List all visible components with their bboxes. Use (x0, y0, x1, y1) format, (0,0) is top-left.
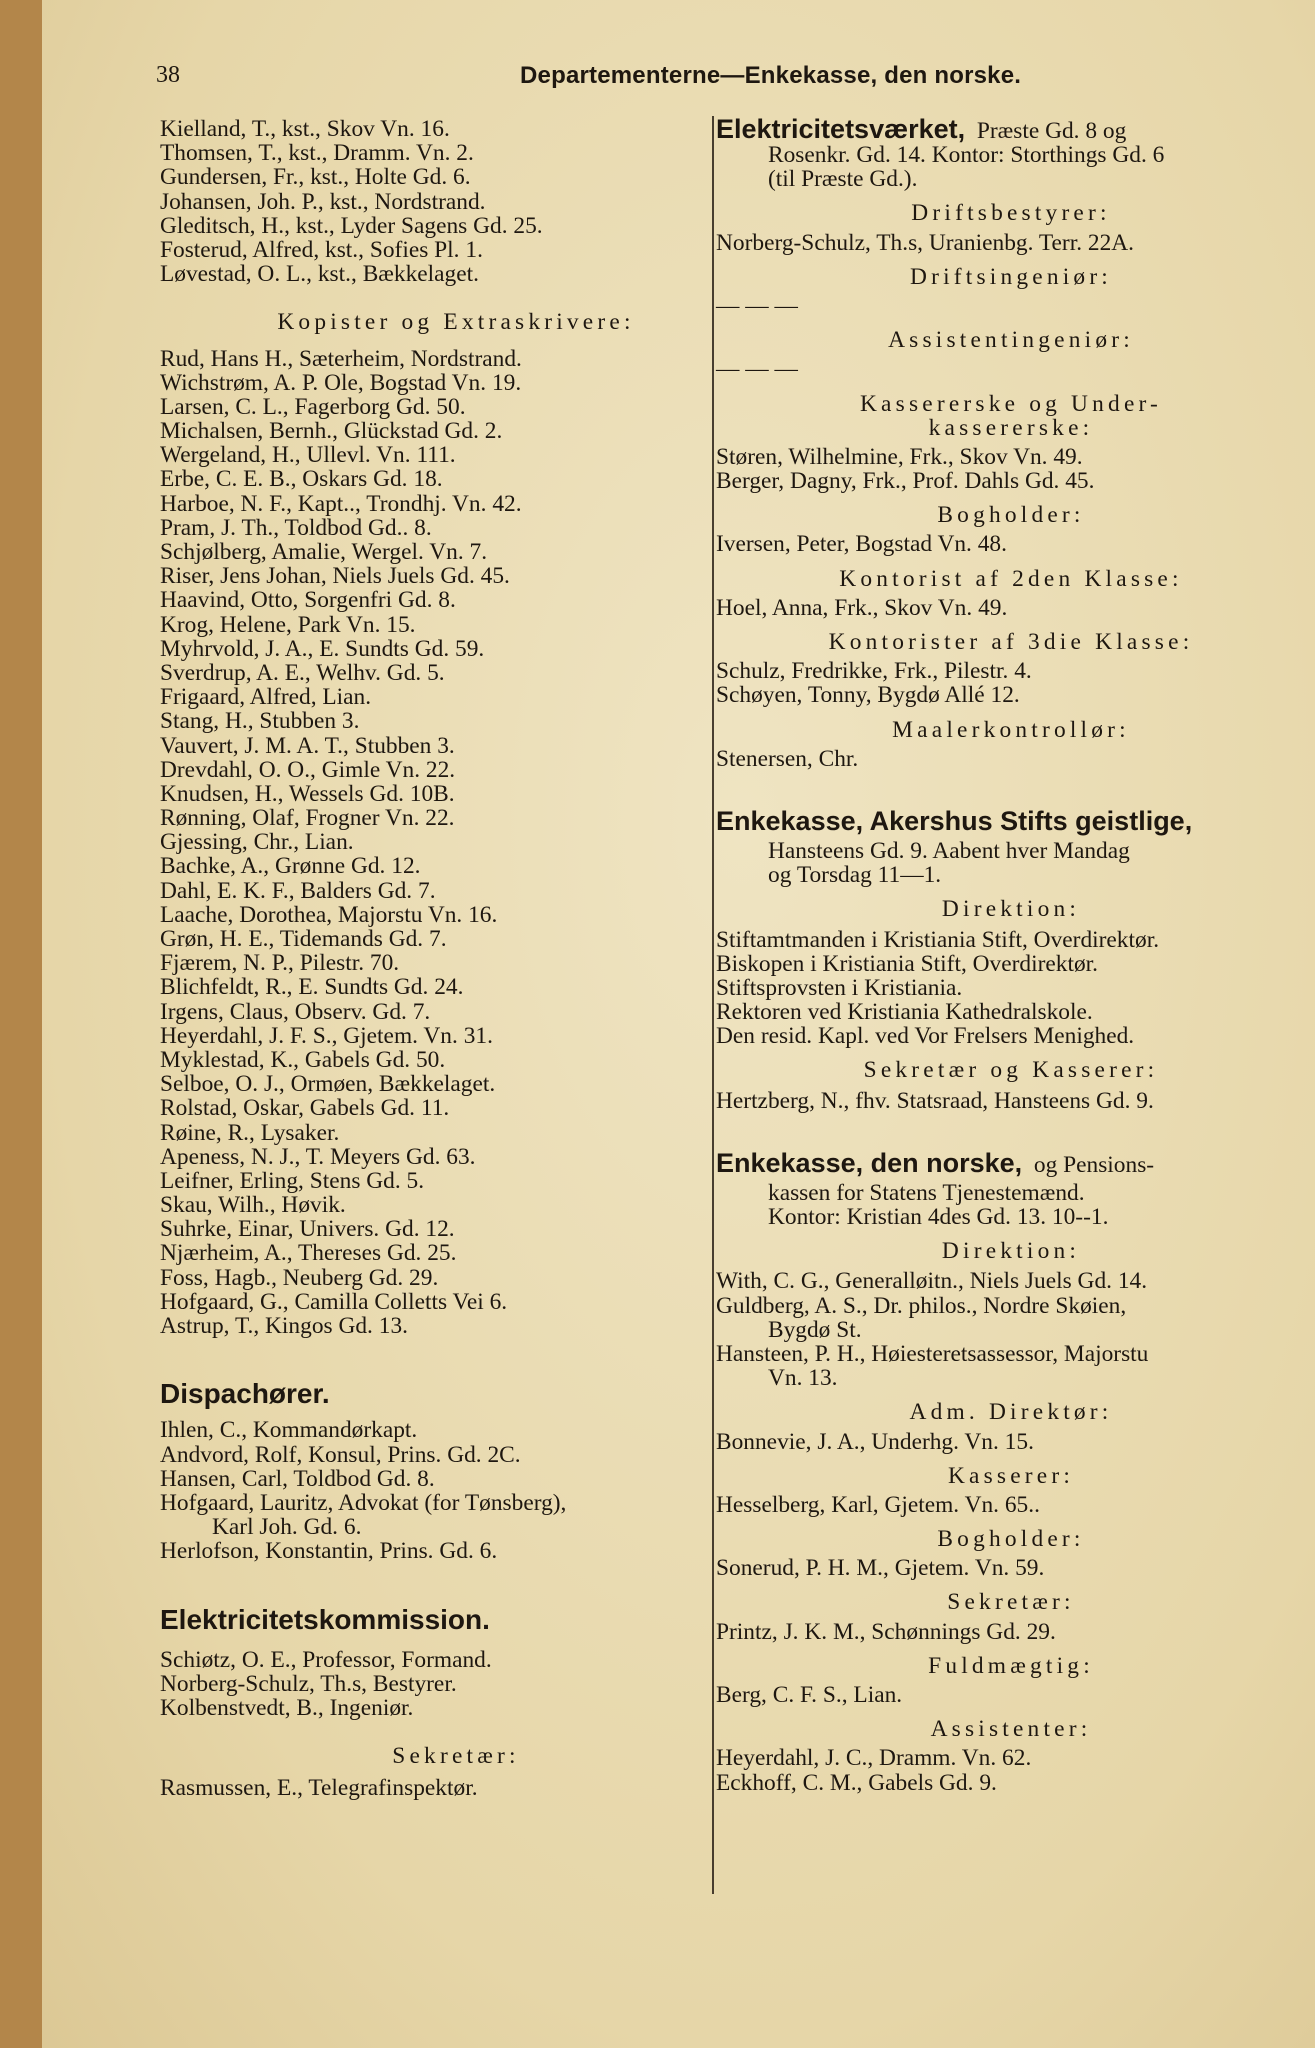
list-item: Harboe, N. F., Kapt.., Trondhj. Vn. 42. (160, 490, 522, 517)
list-item: Rasmussen, E., Telegrafinspektør. (160, 1775, 478, 1802)
list-item: Gjessing, Chr., Lian. (160, 829, 354, 856)
elektricitetsvaerket-groups (716, 191, 1306, 771)
list-item: Hansteen, P. H., Høiesteretsassessor, Majorstu (716, 1340, 1149, 1367)
list-item: Ihlen, C., Kommandørkapt. (160, 1417, 418, 1444)
list-item: Støren, Wilhelmine, Frk., Skov Vn. 49. (716, 443, 1083, 470)
address-line: (til Præste Gd.). (768, 166, 918, 193)
left-column (160, 117, 752, 1801)
list-item: Karl Joh. Gd. 6. (212, 1514, 362, 1541)
direktion-heading: Direktion: (941, 896, 1081, 923)
list-item: Kielland, T., kst., Skov Vn. 16. (160, 116, 450, 142)
list-item: Suhrke, Einar, Univers. Gd. 12. (160, 1216, 455, 1243)
list-item: Vn. 13. (768, 1365, 838, 1392)
group-heading: Bogholder: (937, 502, 1085, 529)
list-item: Larsen, C. L., Fagerborg Gd. 50. (160, 393, 466, 420)
list-item: Hofgaard, G., Camilla Colletts Vei 6. (160, 1288, 508, 1315)
list-item: Norberg-Schulz, Th.s, Bestyrer. (160, 1670, 457, 1697)
address-line: Kontor: Kristian 4des Gd. 13. 10--1. (768, 1204, 1109, 1230)
list-item: Johansen, Joh. P., kst., Nordstrand. (160, 188, 486, 215)
group-heading: Sekretær: (947, 1589, 1075, 1616)
address-line: Præste Gd. 8 og (976, 118, 1127, 144)
list-item: Schøyen, Tonny, Bygdø Allé 12. (716, 682, 1020, 709)
address-line: Hansteens Gd. 9. Aabent hver Mandag (768, 837, 1130, 864)
list-item: Knudsen, H., Wessels Gd. 10B. (160, 780, 455, 807)
list-item: Printz, J. K. M., Schønnings Gd. 29. (716, 1618, 1056, 1645)
list-item: Foss, Hagb., Neuberg Gd. 29. (160, 1264, 439, 1291)
list-item: Rud, Hans H., Sæterheim, Nordstrand. (160, 345, 522, 372)
list-item: Bonnevie, J. A., Underhg. Vn. 15. (716, 1428, 1034, 1455)
list-item: Eckhoff, C. M., Gabels Gd. 9. (716, 1769, 997, 1796)
sekretaer-heading: Sekretær og Kasserer: (863, 1057, 1159, 1084)
list-item: Norberg-Schulz, Th.s, Uranienbg. Terr. 22A. (716, 229, 1135, 256)
list-item: Sverdrup, A. E., Welhv. Gd. 5. (160, 659, 445, 686)
section-title: Elektricitetsværket, (716, 114, 966, 144)
list-item: Bygdø St. (768, 1316, 862, 1343)
list-item: Stiftamtmanden i Kristiania Stift, Overdirektør. (716, 926, 1160, 953)
list-item: Røine, R., Lysaker. (160, 1119, 340, 1146)
list-item: Rektoren ved Kristiania Kathedralskole. (716, 999, 1093, 1026)
group-heading: kassererske: (928, 414, 1094, 441)
list-item: Stiftsprovsten i Kristiania. (716, 974, 963, 1001)
right-column (716, 114, 1306, 1796)
list-item: Hoel, Anna, Frk., Skov Vn. 49. (716, 594, 1008, 621)
list-item: Selboe, O. J., Ormøen, Bækkelaget. (160, 1071, 496, 1098)
list-item: Kolbenstvedt, B., Ingeniør. (160, 1695, 414, 1722)
list-item: Erbe, C. E. B., Oskars Gd. 18. (160, 466, 443, 493)
page-header (42, 62, 1315, 102)
list-item: Bachke, A., Grønne Gd. 12. (160, 853, 421, 880)
list-item: Hertzberg, N., fhv. Statsraad, Hansteens Gd. 9. (716, 1087, 1154, 1114)
list-item: Stenersen, Chr. (716, 745, 859, 772)
directory-page (42, 0, 1315, 2048)
group-heading: Driftsbestyrer: (911, 200, 1111, 227)
list-item: Heyerdahl, J. C., Dramm. Vn. 62. (716, 1745, 1032, 1772)
list-item: Fosterud, Alfred, kst., Sofies Pl. 1. (160, 236, 483, 263)
group-heading: Assistenter: (930, 1716, 1092, 1743)
list-item: Michalsen, Bernh., Glückstad Gd. 2. (160, 418, 503, 445)
list-item: Haavind, Otto, Sorgenfri Gd. 8. (160, 587, 456, 614)
address-line: kassen for Statens Tjenestemænd. (768, 1179, 1085, 1206)
list-item: Hofgaard, Lauritz, Advokat (for Tønsberg), (160, 1489, 567, 1516)
list-item: Berg, C. F. S., Lian. (716, 1682, 903, 1708)
list-item: Andvord, Rolf, Konsul, Prins. Gd. 2C. (160, 1441, 521, 1468)
address-line: Rosenkr. Gd. 14. Kontor: Storthings Gd. 6 (768, 142, 1165, 168)
list-item: Herlofson, Konstantin, Prins. Gd. 6. (160, 1538, 498, 1565)
section-title: Enkekasse, Akershus Stifts geistlige, (716, 805, 1193, 836)
dispachorer-heading: Dispachører. (160, 1378, 330, 1410)
list-item: Krog, Helene, Park Vn. 15. (160, 611, 416, 638)
address-line: og Torsdag 11—1. (768, 862, 942, 889)
list-item: Myklestad, K., Gabels Gd. 50. (160, 1046, 446, 1073)
list-item: — — — (716, 356, 798, 383)
list-item: Njærheim, A., Thereses Gd. 25. (160, 1240, 457, 1267)
group-heading: Kontorister af 3die Klasse: (828, 629, 1194, 655)
kopister-list (160, 347, 752, 1339)
list-item: Riser, Jens Johan, Niels Juels Gd. 45. (160, 563, 510, 590)
list-item: Schiøtz, O. E., Professor, Formand. (160, 1646, 492, 1673)
list-item: Fjærem, N. P., Pilestr. 70. (160, 950, 400, 977)
kst-list (160, 117, 752, 286)
elektricitetskommission-heading: Elektricitetskommission. (160, 1603, 490, 1635)
list-item: Vauvert, J. M. A. T., Stubben 3. (160, 732, 455, 759)
list-item: Apeness, N. J., T. Meyers Gd. 63. (160, 1143, 476, 1170)
page-number: 38 (156, 62, 180, 88)
group-heading: Assistentingeniør: (888, 327, 1134, 354)
list-item: Astrup, T., Kingos Gd. 13. (160, 1313, 408, 1339)
list-item: Guldberg, A. S., Dr. philos., Nordre Skøien, (716, 1292, 1127, 1319)
list-item: Laache, Dorothea, Majorstu Vn. 16. (160, 901, 498, 928)
list-item: Thomsen, T., kst., Dramm. Vn. 2. (160, 140, 474, 167)
list-item: Sonerud, P. H. M., Gjetem. Vn. 59. (716, 1555, 1045, 1582)
list-item: Schjølberg, Amalie, Wergel. Vn. 7. (160, 539, 488, 565)
akershus-direktion-list (716, 928, 1306, 1049)
list-item: Schulz, Fredrikke, Frk., Pilestr. 4. (716, 658, 1032, 685)
list-item: Drevdahl, O. O., Gimle Vn. 22. (160, 756, 456, 783)
sekretaer-heading: Sekretær: (392, 1743, 520, 1770)
list-item: Wergeland, H., Ullevl. Vn. 111. (160, 442, 456, 469)
direktion-heading: Direktion: (941, 1238, 1081, 1265)
group-heading: Fuldmægtig: (928, 1652, 1094, 1679)
list-item: Iversen, Peter, Bogstad Vn. 48. (716, 531, 1007, 558)
group-heading: Kontorist af 2den Klasse: (839, 565, 1183, 592)
list-item: With, C. G., Generalløitn., Niels Juels Gd. 14. (716, 1268, 1148, 1295)
section-title: Enkekasse, den norske, (716, 1147, 1023, 1178)
list-item: Rønning, Olaf, Frogner Vn. 22. (160, 805, 455, 832)
list-item: Blichfeldt, R., E. Sundts Gd. 24. (160, 974, 464, 1001)
list-item: Gundersen, Fr., kst., Holte Gd. 6. (160, 164, 471, 191)
list-item: Pram, J. Th., Toldbod Gd.. 8. (160, 514, 432, 541)
group-heading: Kassererske og Under- (859, 390, 1163, 417)
group-heading: Driftsingeniør: (909, 263, 1113, 290)
list-item: Myhrvold, J. A., E. Sundts Gd. 59. (160, 635, 485, 662)
list-item: Dahl, E. K. F., Balders Gd. 7. (160, 877, 436, 904)
group-heading: Maalerkontrollør: (892, 716, 1130, 743)
title-suffix: og Pensions- (1033, 1151, 1155, 1178)
kopister-heading: Kopister og Extraskrivere: (277, 309, 635, 336)
list-item: Heyerdahl, J. F. S., Gjetem. Vn. 31. (160, 1022, 493, 1049)
list-item: Hansen, Carl, Toldbod Gd. 8. (160, 1465, 435, 1492)
list-item: Wichstrøm, A. P. Ole, Bogstad Vn. 19. (160, 369, 522, 396)
list-item: Rolstad, Oskar, Gabels Gd. 11. (160, 1095, 450, 1122)
list-item: Hesselberg, Karl, Gjetem. Vn. 65.. (716, 1491, 1040, 1518)
list-item: Grøn, H. E., Tidemands Gd. 7. (160, 926, 447, 952)
list-item: — — — (716, 292, 798, 319)
list-item: Irgens, Claus, Observ. Gd. 7. (160, 998, 431, 1025)
list-item: Skau, Wilh., Høvik. (160, 1192, 346, 1219)
list-item: Leifner, Erling, Stens Gd. 5. (160, 1167, 425, 1194)
group-heading: Adm. Direktør: (909, 1399, 1113, 1426)
group-heading: Bogholder: (937, 1526, 1085, 1553)
list-item: Biskopen i Kristiania Stift, Overdirektør. (716, 950, 1098, 977)
enkekasse-norske-groups (716, 1390, 1306, 1794)
list-item: Gleditsch, H., kst., Lyder Sagens Gd. 25. (160, 212, 543, 239)
list-item: Stang, H., Stubben 3. (160, 708, 360, 735)
list-item: Frigaard, Alfred, Lian. (160, 684, 372, 711)
running-title: Departementerne—Enkekasse, den norske. (520, 62, 1022, 89)
list-item: Berger, Dagny, Frk., Prof. Dahls Gd. 45. (716, 468, 1095, 495)
group-heading: Kasserer: (947, 1462, 1075, 1489)
list-item: Løvestad, O. L., kst., Bækkelaget. (160, 261, 479, 288)
list-item: Den resid. Kapl. ved Vor Frelsers Menighed. (716, 1023, 1135, 1050)
